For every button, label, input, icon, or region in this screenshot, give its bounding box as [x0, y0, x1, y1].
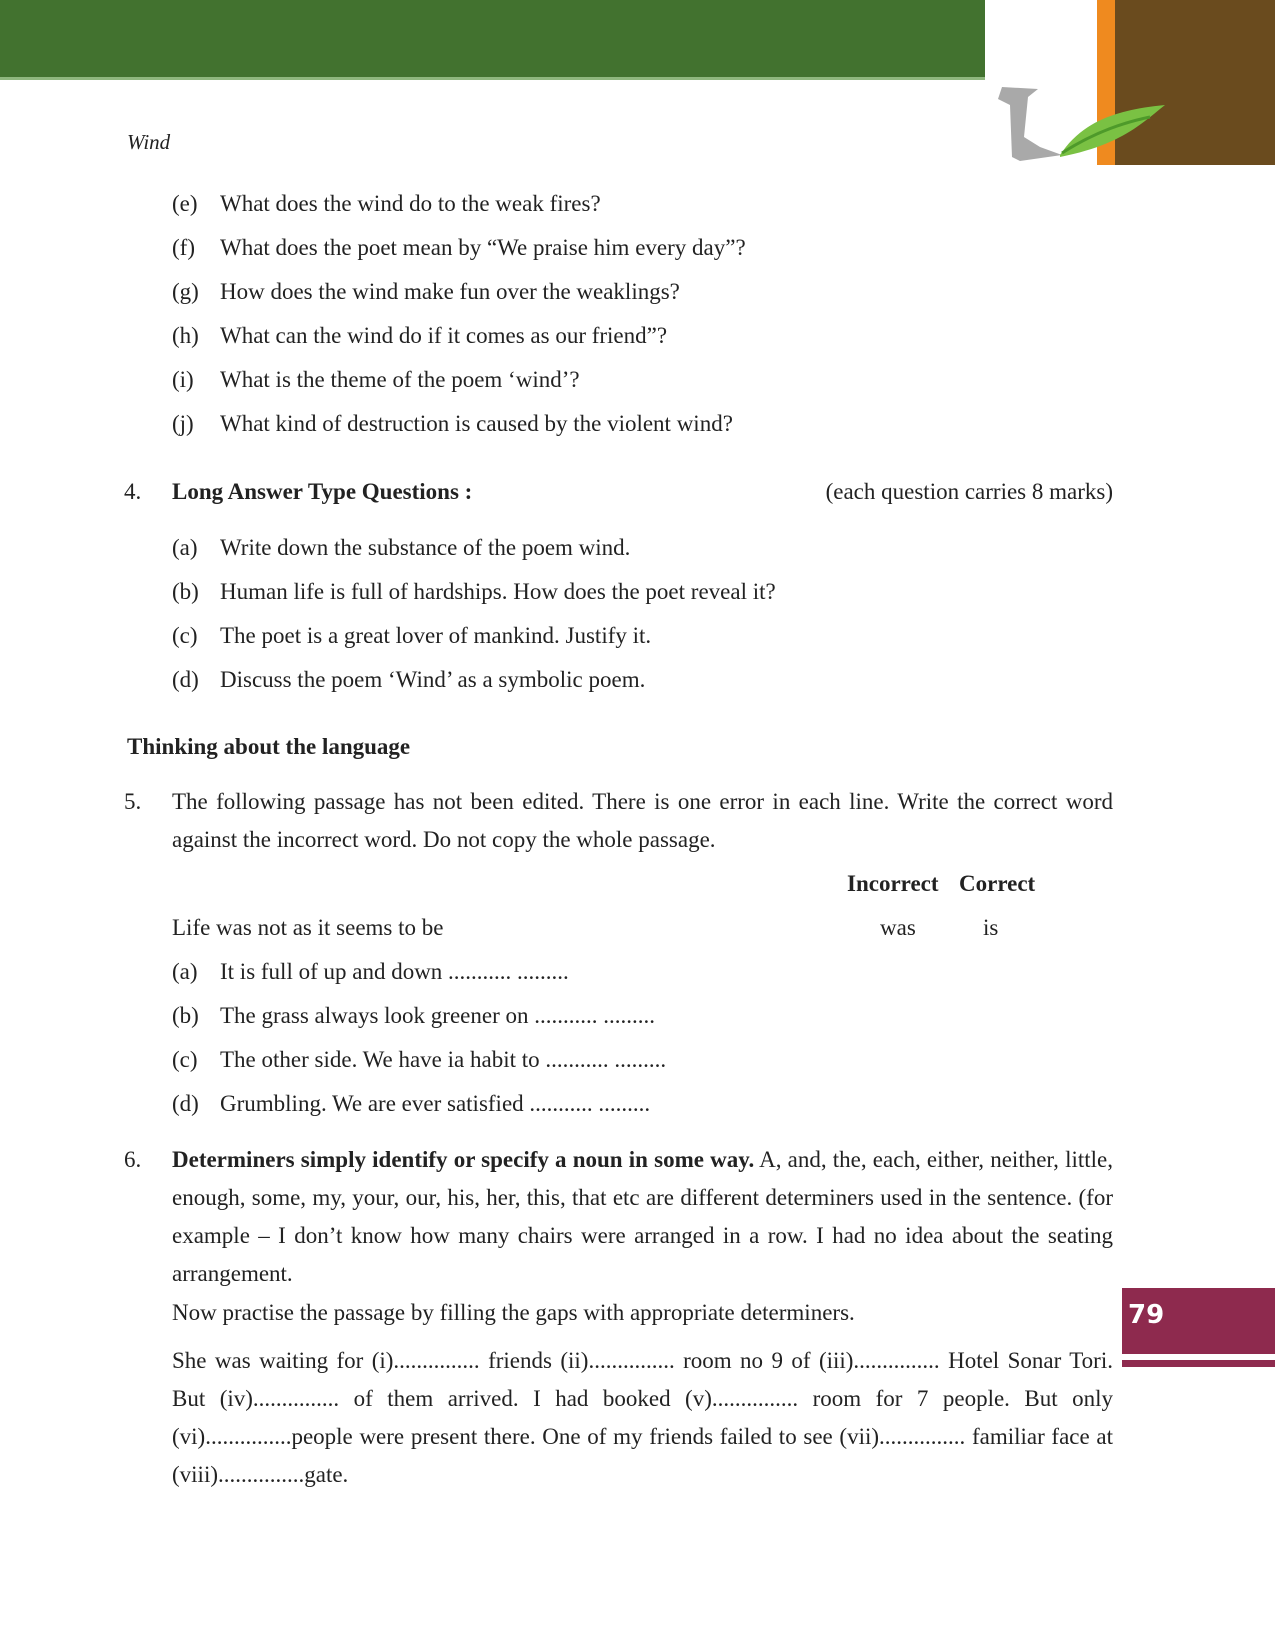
- section-number: 5.: [124, 789, 142, 814]
- list-item: [172, 409, 746, 453]
- item-label: (j): [172, 411, 194, 436]
- item-label: (d): [172, 1091, 199, 1116]
- list-item: [172, 233, 746, 277]
- example-incorrect-word: was: [880, 915, 916, 940]
- example-correct-word: is: [983, 915, 999, 940]
- item-label: (e): [172, 191, 198, 216]
- item-text: The other side. We have ia habit to ........... .........: [220, 1047, 667, 1072]
- item-text: What does the poet mean by “We praise him every day”?: [220, 235, 746, 260]
- item-text: The grass always look greener on ........... .........: [220, 1003, 655, 1028]
- list-item: [172, 957, 666, 1001]
- column-header-correct: Correct: [959, 871, 1036, 896]
- section6-bold-lead: Determiners simply identify or specify a noun in some way.: [172, 1147, 755, 1172]
- page-number-underline: [1122, 1360, 1275, 1367]
- item-text: What kind of destruction is caused by the violent wind?: [220, 411, 733, 436]
- section-number: 6.: [124, 1147, 142, 1172]
- item-label: (a): [172, 535, 198, 560]
- item-label: (b): [172, 579, 199, 604]
- column-header-incorrect: Incorrect: [847, 871, 939, 896]
- item-label: (i): [172, 367, 194, 392]
- item-text: The poet is a great lover of mankind. Justify it.: [220, 623, 652, 648]
- item-label: (d): [172, 667, 199, 692]
- item-text: What does the wind do to the weak fires?: [220, 191, 601, 216]
- long-question-list: [172, 533, 776, 709]
- item-label: (c): [172, 1047, 198, 1072]
- list-item: [172, 365, 746, 409]
- list-item: [172, 1089, 666, 1133]
- practice-instruction: Now practise the passage by filling the gaps with appropriate determiners.: [172, 1300, 855, 1325]
- item-label: (f): [172, 235, 195, 260]
- item-text: Discuss the poem ‘Wind’ as a symbolic poem.: [220, 667, 646, 692]
- example-line: Life was not as it seems to be: [172, 915, 444, 940]
- marks-note: (each question carries 8 marks): [825, 479, 1113, 504]
- practice-passage: She was waiting for (i)............... friends (ii)............... room no 9 of (iii)............... Hotel Sonar Tori. But (iv)............... of them arrived. I had booked (v)............... room for 7 people. But only (vi)...............people were present there. One of my friends failed to see (vii)............... familiar face at (viii)...............gate.: [172, 1348, 1113, 1487]
- item-label: (h): [172, 323, 199, 348]
- item-text: Human life is full of hardships. How does the poet reveal it?: [220, 579, 776, 604]
- list-item: [172, 621, 776, 665]
- section5-instruction: The following passage has not been edited. There is one error in each line. Write the correct word against the incorrect word. Do not copy the whole passage.: [172, 789, 1113, 852]
- section-number: 4.: [124, 479, 142, 504]
- section-title: Long Answer Type Questions :: [172, 479, 473, 504]
- leaf-sprout-icon: [990, 75, 1170, 175]
- list-item: [172, 189, 746, 233]
- item-text: It is full of up and down ........... .........: [220, 959, 569, 984]
- header-green-underline: [0, 77, 985, 80]
- list-item: [172, 665, 776, 709]
- item-text: How does the wind make fun over the weaklings?: [220, 279, 680, 304]
- list-item: [172, 1001, 666, 1045]
- item-label: (a): [172, 959, 198, 984]
- running-head: Wind: [127, 130, 171, 154]
- edit-line-list: [172, 957, 666, 1133]
- list-item: [172, 277, 746, 321]
- language-section-heading: Thinking about the language: [127, 734, 411, 759]
- item-label: (g): [172, 279, 199, 304]
- list-item: [172, 533, 776, 577]
- item-label: (b): [172, 1003, 199, 1028]
- item-text: What can the wind do if it comes as our friend”?: [220, 323, 668, 348]
- list-item: [172, 577, 776, 621]
- header-green-bar: [0, 0, 985, 77]
- section6-paragraph: [172, 1141, 1113, 1293]
- short-question-list: [172, 189, 746, 453]
- page-number: 79: [1128, 1300, 1165, 1330]
- item-text: Grumbling. We are ever satisfied ........... .........: [220, 1091, 651, 1116]
- list-item: [172, 1045, 666, 1089]
- list-item: [172, 321, 746, 365]
- section6-text: A, and, the, each, either, neither, little, enough, some, my, your, our, his, her, this, that etc are different determiners used in the sentence. (for example – I don’t know how many chairs were arranged in a row. I had no idea about the seating arrangement.: [172, 1147, 1113, 1286]
- item-text: Write down the substance of the poem wind.: [220, 535, 631, 560]
- item-text: What is the theme of the poem ‘wind’?: [220, 367, 580, 392]
- item-label: (c): [172, 623, 198, 648]
